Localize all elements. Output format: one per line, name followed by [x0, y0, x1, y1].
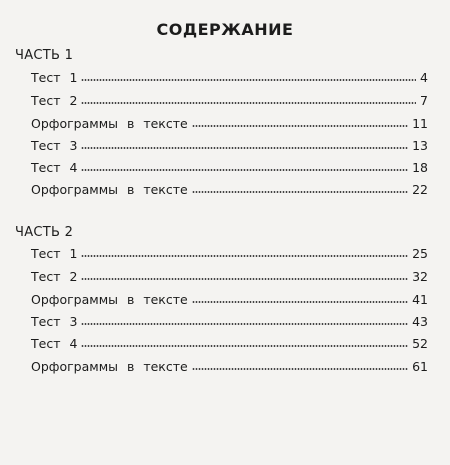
toc-entry — [31, 266, 428, 284]
dot-leader — [81, 278, 408, 280]
toc-entry-page: 61 — [412, 359, 428, 374]
toc-entry-label: Тест 4 — [31, 336, 78, 351]
dot-leader — [192, 301, 408, 303]
toc-entry-label: Орфограммы в тексте — [31, 359, 188, 374]
dot-leader — [81, 255, 408, 257]
dot-leader — [81, 102, 416, 104]
toc-entry — [31, 179, 428, 197]
toc-entry-label: Орфограммы в тексте — [31, 292, 188, 307]
dot-leader — [81, 345, 408, 347]
toc-entry — [31, 311, 428, 329]
toc-entry — [31, 135, 428, 153]
toc-entry — [31, 356, 428, 374]
toc-entry — [31, 113, 428, 131]
dot-leader — [192, 125, 408, 127]
toc-entry-page: 4 — [420, 70, 428, 85]
toc-entry-page: 13 — [412, 138, 428, 153]
part-1-title: ЧАСТЬ 1 — [15, 48, 74, 63]
toc-entry — [31, 333, 428, 351]
toc-entry-label: Тест 1 — [31, 246, 78, 261]
toc-entry-page: 22 — [412, 182, 428, 197]
toc-entry — [31, 289, 428, 307]
toc-entry — [31, 90, 428, 108]
dot-leader — [192, 191, 408, 193]
toc-entry-page: 18 — [412, 160, 428, 175]
toc-entry-label: Тест 2 — [31, 269, 78, 284]
toc-entry-label: Орфограммы в тексте — [31, 182, 188, 197]
dot-leader — [192, 368, 408, 370]
toc-entry-label: Тест 3 — [31, 138, 78, 153]
dot-leader — [81, 169, 408, 171]
dot-leader — [81, 79, 416, 81]
toc-entry-label: Тест 2 — [31, 93, 78, 108]
toc-entry-page: 25 — [412, 246, 428, 261]
toc-entry-page: 52 — [412, 336, 428, 351]
toc-entry-page: 43 — [412, 314, 428, 329]
toc-entry-label: Тест 4 — [31, 160, 78, 175]
dot-leader — [81, 147, 408, 149]
toc-entry-page: 11 — [412, 116, 428, 131]
dot-leader — [81, 323, 408, 325]
toc-entry-label: Тест 3 — [31, 314, 78, 329]
toc-entry-page: 32 — [412, 269, 428, 284]
toc-entry-label: Тест 1 — [31, 70, 78, 85]
toc-entry — [31, 157, 428, 175]
toc-entry-page: 41 — [412, 292, 428, 307]
toc-entry-label: Орфограммы в тексте — [31, 116, 188, 131]
toc-entry-page: 7 — [420, 93, 428, 108]
toc-entry — [31, 67, 428, 85]
part-2-title: ЧАСТЬ 2 — [15, 225, 74, 240]
toc-entry — [31, 243, 428, 261]
page-title: СОДЕРЖАНИЕ — [156, 20, 294, 39]
